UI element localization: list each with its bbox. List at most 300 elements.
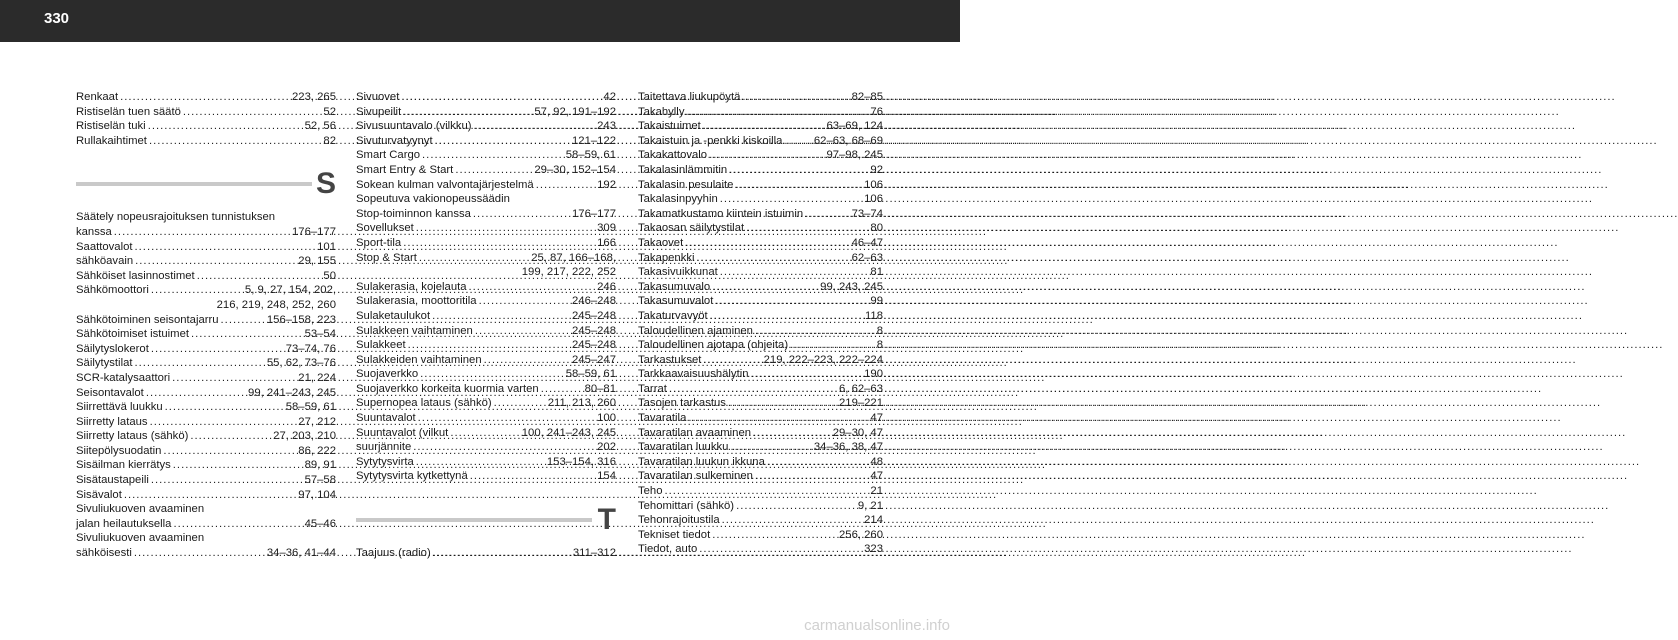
dot-leader (751, 367, 863, 382)
dot-leader (494, 396, 546, 411)
index-line (356, 396, 616, 411)
index-entry (356, 455, 616, 470)
index-column-3 (638, 90, 883, 557)
index-entry (356, 134, 616, 149)
dot-leader (173, 458, 303, 473)
index-term: Sähkötoiminen seisontajarru (76, 313, 219, 326)
index-entry (356, 163, 616, 178)
index-term: Siitepölysuodatin (76, 444, 162, 457)
index-pages: 219, 222–223, 222–224 (763, 353, 883, 366)
index-entry (638, 309, 883, 324)
dot-leader (172, 371, 296, 386)
index-line (638, 484, 883, 499)
index-column-2 (356, 90, 616, 561)
index-line (638, 90, 883, 105)
index-entry (638, 513, 883, 528)
index-line (76, 240, 336, 255)
index-entry (638, 499, 883, 514)
index-line (76, 134, 336, 149)
index-entry (638, 119, 883, 134)
index-entry (356, 440, 616, 455)
index-line (356, 148, 616, 163)
index-term-line: Sopeutuva vakionopeussäädin (356, 193, 510, 206)
dot-leader (455, 163, 532, 178)
index-entry (356, 192, 616, 221)
index-entry (76, 90, 336, 105)
index-pages: 106 (864, 193, 883, 206)
index-pages: 46–47 (851, 236, 883, 249)
index-pages: 211, 213, 260 (547, 397, 616, 410)
separator-bar (356, 518, 592, 522)
dot-leader (197, 269, 322, 284)
index-pages: 106 (864, 178, 883, 191)
index-entry (638, 221, 883, 236)
index-line (356, 207, 616, 222)
index-line (356, 90, 616, 105)
index-pages: 86, 222 (298, 444, 336, 457)
index-entry (638, 528, 883, 543)
index-pages: 92 (870, 163, 883, 176)
index-entry (638, 280, 883, 295)
index-entry (76, 283, 336, 312)
index-pages: 25, 87, 166–168, (531, 251, 616, 264)
index-pages: 34–36, 38, 47 (813, 441, 883, 454)
index-line (76, 429, 336, 444)
index-pages: 58–59, 61 (565, 368, 616, 381)
dot-leader (729, 163, 868, 178)
dot-leader (703, 353, 761, 368)
index-term: Sulakkeet (356, 339, 406, 352)
dot-leader (790, 338, 875, 353)
index-line (356, 469, 616, 484)
index-term: Suojaverkko (356, 368, 419, 381)
index-entry (356, 469, 616, 484)
index-term: Tasojen tarkastus (638, 397, 726, 410)
dot-leader (408, 338, 570, 353)
index-line (638, 499, 883, 514)
dot-leader (416, 455, 545, 470)
index-pages: 29–30, 47 (832, 426, 883, 439)
index-pages: 153–154, 316 (546, 455, 616, 468)
index-line (638, 528, 883, 543)
index-line (356, 411, 616, 426)
index-term: Takapenkki (638, 251, 695, 264)
index-entry (76, 134, 336, 149)
index-line (76, 90, 336, 105)
index-pages: 9, 21 (857, 499, 883, 512)
dot-leader (536, 178, 595, 193)
dot-leader (688, 411, 868, 426)
index-entry (638, 207, 883, 222)
index-term: Siirretty lataus (76, 415, 148, 428)
index-entry (76, 269, 336, 284)
index-entry (356, 251, 616, 280)
dot-leader (151, 473, 303, 488)
dot-leader (418, 411, 595, 426)
index-pages: 47 (870, 412, 883, 425)
index-pages: 80–81 (584, 382, 616, 395)
index-term-line: Sivuliukuoven avaaminen (76, 503, 205, 516)
dot-leader (173, 517, 302, 532)
dot-leader (469, 280, 596, 295)
dot-leader (420, 367, 564, 382)
index-line (76, 342, 336, 357)
index-line (638, 265, 883, 280)
index-term: Takamatkustamo kiintein istuimin (638, 207, 804, 220)
index-term: Ristiselän tuen säätö (76, 105, 181, 118)
index-pages: 309 (597, 222, 616, 235)
index-entry (76, 488, 336, 503)
index-line (638, 148, 883, 163)
index-entry (356, 382, 616, 397)
dot-leader (784, 134, 811, 149)
index-line (638, 134, 883, 149)
dot-leader (720, 265, 869, 280)
dot-leader (416, 221, 595, 236)
index-entry (356, 546, 616, 561)
dot-leader (746, 221, 868, 236)
index-pages: 52 (323, 105, 336, 118)
index-term: SCR-katalysaattori (76, 371, 171, 384)
index-pages: 73–74 (851, 207, 883, 220)
index-line (638, 119, 883, 134)
index-line (356, 309, 616, 324)
index-term: Takaosan säilytystilat (638, 222, 745, 235)
index-term: Siirretty lataus (sähkö) (76, 430, 189, 443)
index-pages: 219–221 (839, 397, 883, 410)
dot-leader (470, 469, 595, 484)
index-entry (76, 400, 336, 415)
dot-leader (735, 178, 862, 193)
index-term: Suojaverkko korkeita kuormia varten (356, 382, 539, 395)
index-entry (76, 458, 336, 473)
index-line (356, 236, 616, 251)
dot-leader (151, 283, 243, 298)
dot-leader (484, 353, 570, 368)
index-line (76, 269, 336, 284)
index-line (76, 473, 336, 488)
index-term: Ristiselän tuki (76, 120, 146, 133)
index-term: Sytytysvirta kytkettynä (356, 470, 468, 483)
index-pages: 245–247 (572, 353, 616, 366)
index-term: Taitettava liukupöytä (638, 91, 741, 103)
index-term: Sisätaustapeili (76, 474, 149, 487)
index-term: Saattovalot (76, 240, 133, 253)
dot-leader (135, 254, 296, 269)
index-term: Takahylly (638, 105, 685, 118)
index-term: Sovellukset (356, 222, 414, 235)
index-line (638, 221, 883, 236)
index-entry (76, 429, 336, 444)
index-pages: 48 (870, 455, 883, 468)
index-term: Sähkömoottori (76, 284, 149, 297)
index-pages: 245–248 (572, 324, 616, 337)
index-pages: 89, 91 (304, 459, 336, 472)
dot-leader (475, 324, 570, 339)
index-entry (638, 396, 883, 411)
dot-leader (665, 484, 869, 499)
index-term: Tarkastukset (638, 353, 702, 366)
index-pages: 42 (603, 91, 616, 103)
index-entry (638, 411, 883, 426)
index-entry (76, 119, 336, 134)
index-entry (638, 265, 883, 280)
index-entry (356, 294, 616, 309)
index-term: Seisontavalot (76, 386, 144, 399)
index-line (356, 546, 616, 561)
dot-leader (134, 546, 265, 561)
index-line (356, 163, 616, 178)
dot-leader (686, 105, 868, 120)
index-line (638, 426, 883, 441)
index-line (356, 367, 616, 382)
index-line (356, 105, 616, 120)
index-term: Takasumuvalo (638, 280, 711, 293)
index-entry (638, 178, 883, 193)
index-entry (638, 148, 883, 163)
index-pages: 21, 224 (298, 371, 336, 384)
index-entry (356, 309, 616, 324)
index-line (76, 283, 336, 298)
index-pages: 245–248 (572, 339, 616, 352)
dot-leader (805, 207, 849, 222)
index-entry (638, 294, 883, 309)
index-term: Takasivuikkunat (638, 266, 718, 279)
index-entry (76, 105, 336, 120)
index-pages: 6, 62–63 (839, 382, 883, 395)
dot-leader (742, 90, 849, 105)
dot-leader (709, 148, 824, 163)
index-term-line: Sivuliukuoven avaaminen (76, 532, 205, 545)
index-entry (76, 386, 336, 401)
dot-leader (541, 382, 583, 397)
index-term: Sähkötoimiset istuimet (76, 328, 190, 341)
index-line (356, 280, 616, 295)
index-pages: 80 (870, 222, 883, 235)
index-term: Sulakkeen vaihtaminen (356, 324, 473, 337)
dot-leader (479, 294, 570, 309)
dot-leader (685, 236, 849, 251)
index-pages: 57–58 (304, 474, 336, 487)
index-term: Tavaratilan sulkeminen (638, 470, 753, 483)
index-entry (356, 338, 616, 353)
index-pages: 58–59, 61 (285, 401, 336, 414)
index-line (638, 163, 883, 178)
separator-bar (76, 182, 312, 186)
dot-leader (221, 313, 265, 328)
index-pages: 118 (864, 309, 883, 322)
index-pages: 29–30, 152–154 (534, 163, 616, 176)
dot-leader (699, 542, 862, 557)
index-line (638, 469, 883, 484)
index-line (76, 444, 336, 459)
index-line (638, 338, 883, 353)
dot-leader (703, 119, 825, 134)
index-entry (76, 313, 336, 328)
index-pages: 192 (597, 178, 616, 191)
index-pages: 156–158, 223 (266, 313, 336, 326)
index-term: Tavaratilan luukku (638, 441, 729, 454)
dot-leader (146, 386, 246, 401)
dot-leader (767, 455, 869, 470)
index-line (76, 356, 336, 371)
index-term: Taloudellinen ajaminen (638, 324, 753, 337)
index-pages: 223, 265 (292, 91, 336, 103)
index-line (356, 134, 616, 149)
index-term: sähköavain (76, 255, 134, 268)
index-term: Sähköiset lasinnostimet (76, 269, 195, 282)
dot-leader (753, 426, 831, 441)
index-entry (638, 426, 883, 441)
dot-leader (190, 429, 271, 444)
dot-leader (450, 426, 519, 441)
index-pages: 166 (597, 236, 616, 249)
index-line (638, 396, 883, 411)
index-line (356, 338, 616, 353)
index-term: Teho (638, 485, 663, 498)
index-term: Stop & Start (356, 251, 417, 264)
index-entry (76, 415, 336, 430)
index-pages: 99 (870, 295, 883, 308)
header-band (0, 0, 960, 42)
dot-leader (151, 342, 284, 357)
index-pages: 82 (323, 134, 336, 147)
index-pages: 52, 56 (304, 120, 336, 133)
index-entry (638, 192, 883, 207)
index-entry (76, 371, 336, 386)
index-pages: 53–54 (304, 328, 336, 341)
dot-leader (712, 528, 837, 543)
index-line (356, 221, 616, 236)
index-term: Tavaratilan avaaminen (638, 426, 752, 439)
dot-leader (120, 90, 290, 105)
dot-leader (191, 327, 303, 342)
index-entry (638, 90, 883, 105)
index-entry (638, 367, 883, 382)
index-term: Tiedot, auto (638, 543, 698, 556)
index-pages: 99, 241–243, 245 (248, 386, 336, 399)
dot-leader (474, 119, 596, 134)
index-entry (638, 251, 883, 266)
index-line (356, 382, 616, 397)
index-pages: 202 (597, 441, 616, 454)
index-pages: 45–46 (304, 517, 336, 530)
index-entry (638, 236, 883, 251)
index-entry (356, 280, 616, 295)
index-term: Takasumuvalot (638, 295, 714, 308)
index-term: Smart Entry & Start (356, 163, 454, 176)
index-line (638, 251, 883, 266)
dot-leader (755, 469, 869, 484)
dot-leader (403, 236, 595, 251)
index-term: Sulakerasia, moottoritila (356, 295, 477, 308)
index-pages: 100 (597, 412, 616, 425)
index-term: Rullakaihtimet (76, 134, 147, 147)
index-entry (356, 324, 616, 339)
dot-leader (473, 207, 570, 222)
index-entry (356, 90, 616, 105)
index-line (76, 119, 336, 134)
index-pages: 101 (317, 240, 336, 253)
index-term: Takaistuin ja -penkki kiskoilla (638, 134, 783, 147)
index-pages: 323 (864, 543, 883, 556)
index-line (76, 386, 336, 401)
index-line (638, 309, 883, 324)
index-entry (638, 338, 883, 353)
index-line (356, 119, 616, 134)
dot-leader (401, 90, 601, 105)
index-term-line: Säätely nopeusrajoituksen tunnistuksen (76, 211, 276, 224)
index-pages: 99, 243, 245 (820, 280, 883, 293)
dot-leader (183, 105, 322, 120)
index-term: Tavaratila (638, 412, 687, 425)
index-term: Suuntavalot (vilkut (356, 426, 449, 439)
index-pages: 246–248 (572, 295, 616, 308)
index-entry (638, 324, 883, 339)
index-line (356, 426, 616, 441)
index-term: Takalasinlämmitin (638, 163, 728, 176)
index-term: Säilytyslokerot (76, 342, 149, 355)
dot-leader (697, 251, 850, 266)
index-line (76, 371, 336, 386)
index-pages: 47 (870, 470, 883, 483)
index-entry (76, 210, 336, 239)
index-line (76, 458, 336, 473)
index-line (638, 178, 883, 193)
index-term: Taajuus (radio) (356, 547, 431, 560)
index-entry (76, 327, 336, 342)
index-term: Sisävalot (76, 488, 122, 501)
dot-leader (433, 546, 571, 561)
index-line (638, 367, 883, 382)
dot-leader (163, 444, 296, 459)
index-entry (356, 105, 616, 120)
index-line (76, 415, 336, 430)
index-line (638, 440, 883, 455)
index-term: Tarrat (638, 382, 667, 395)
index-line (76, 313, 336, 328)
index-pages: 50 (323, 269, 336, 282)
index-pages: 81 (870, 266, 883, 279)
index-line (356, 324, 616, 339)
index-entry (638, 163, 883, 178)
index-term: Sytytysvirta (356, 455, 414, 468)
index-term: jalan heilautuksella (76, 517, 172, 530)
index-pages: 62–63, 68–69 (813, 134, 883, 147)
index-pages-continued: 216, 219, 248, 252, 260 (216, 298, 336, 311)
index-pages: 121–122 (572, 134, 616, 147)
index-term: Takalasinpyyhin (638, 193, 718, 206)
index-pages: 311–312 (572, 547, 616, 560)
index-pages: 256, 260 (839, 528, 883, 541)
index-line (76, 254, 336, 269)
dot-leader (150, 415, 297, 430)
index-pages: 73–74, 76 (285, 342, 336, 355)
index-term: Stop-toiminnon kanssa (356, 207, 471, 220)
dot-leader (419, 251, 529, 266)
index-entry (356, 353, 616, 368)
index-entry (76, 240, 336, 255)
index-term: Tehomittari (sähkö) (638, 499, 735, 512)
section-separator (356, 502, 616, 540)
index-line (638, 353, 883, 368)
index-entry (638, 440, 883, 455)
dot-leader (755, 324, 875, 339)
index-pages: 243 (597, 120, 616, 133)
index-line (638, 294, 883, 309)
index-entry (356, 119, 616, 134)
index-pages: 5, 9, 27, 154, 202, (244, 284, 336, 297)
